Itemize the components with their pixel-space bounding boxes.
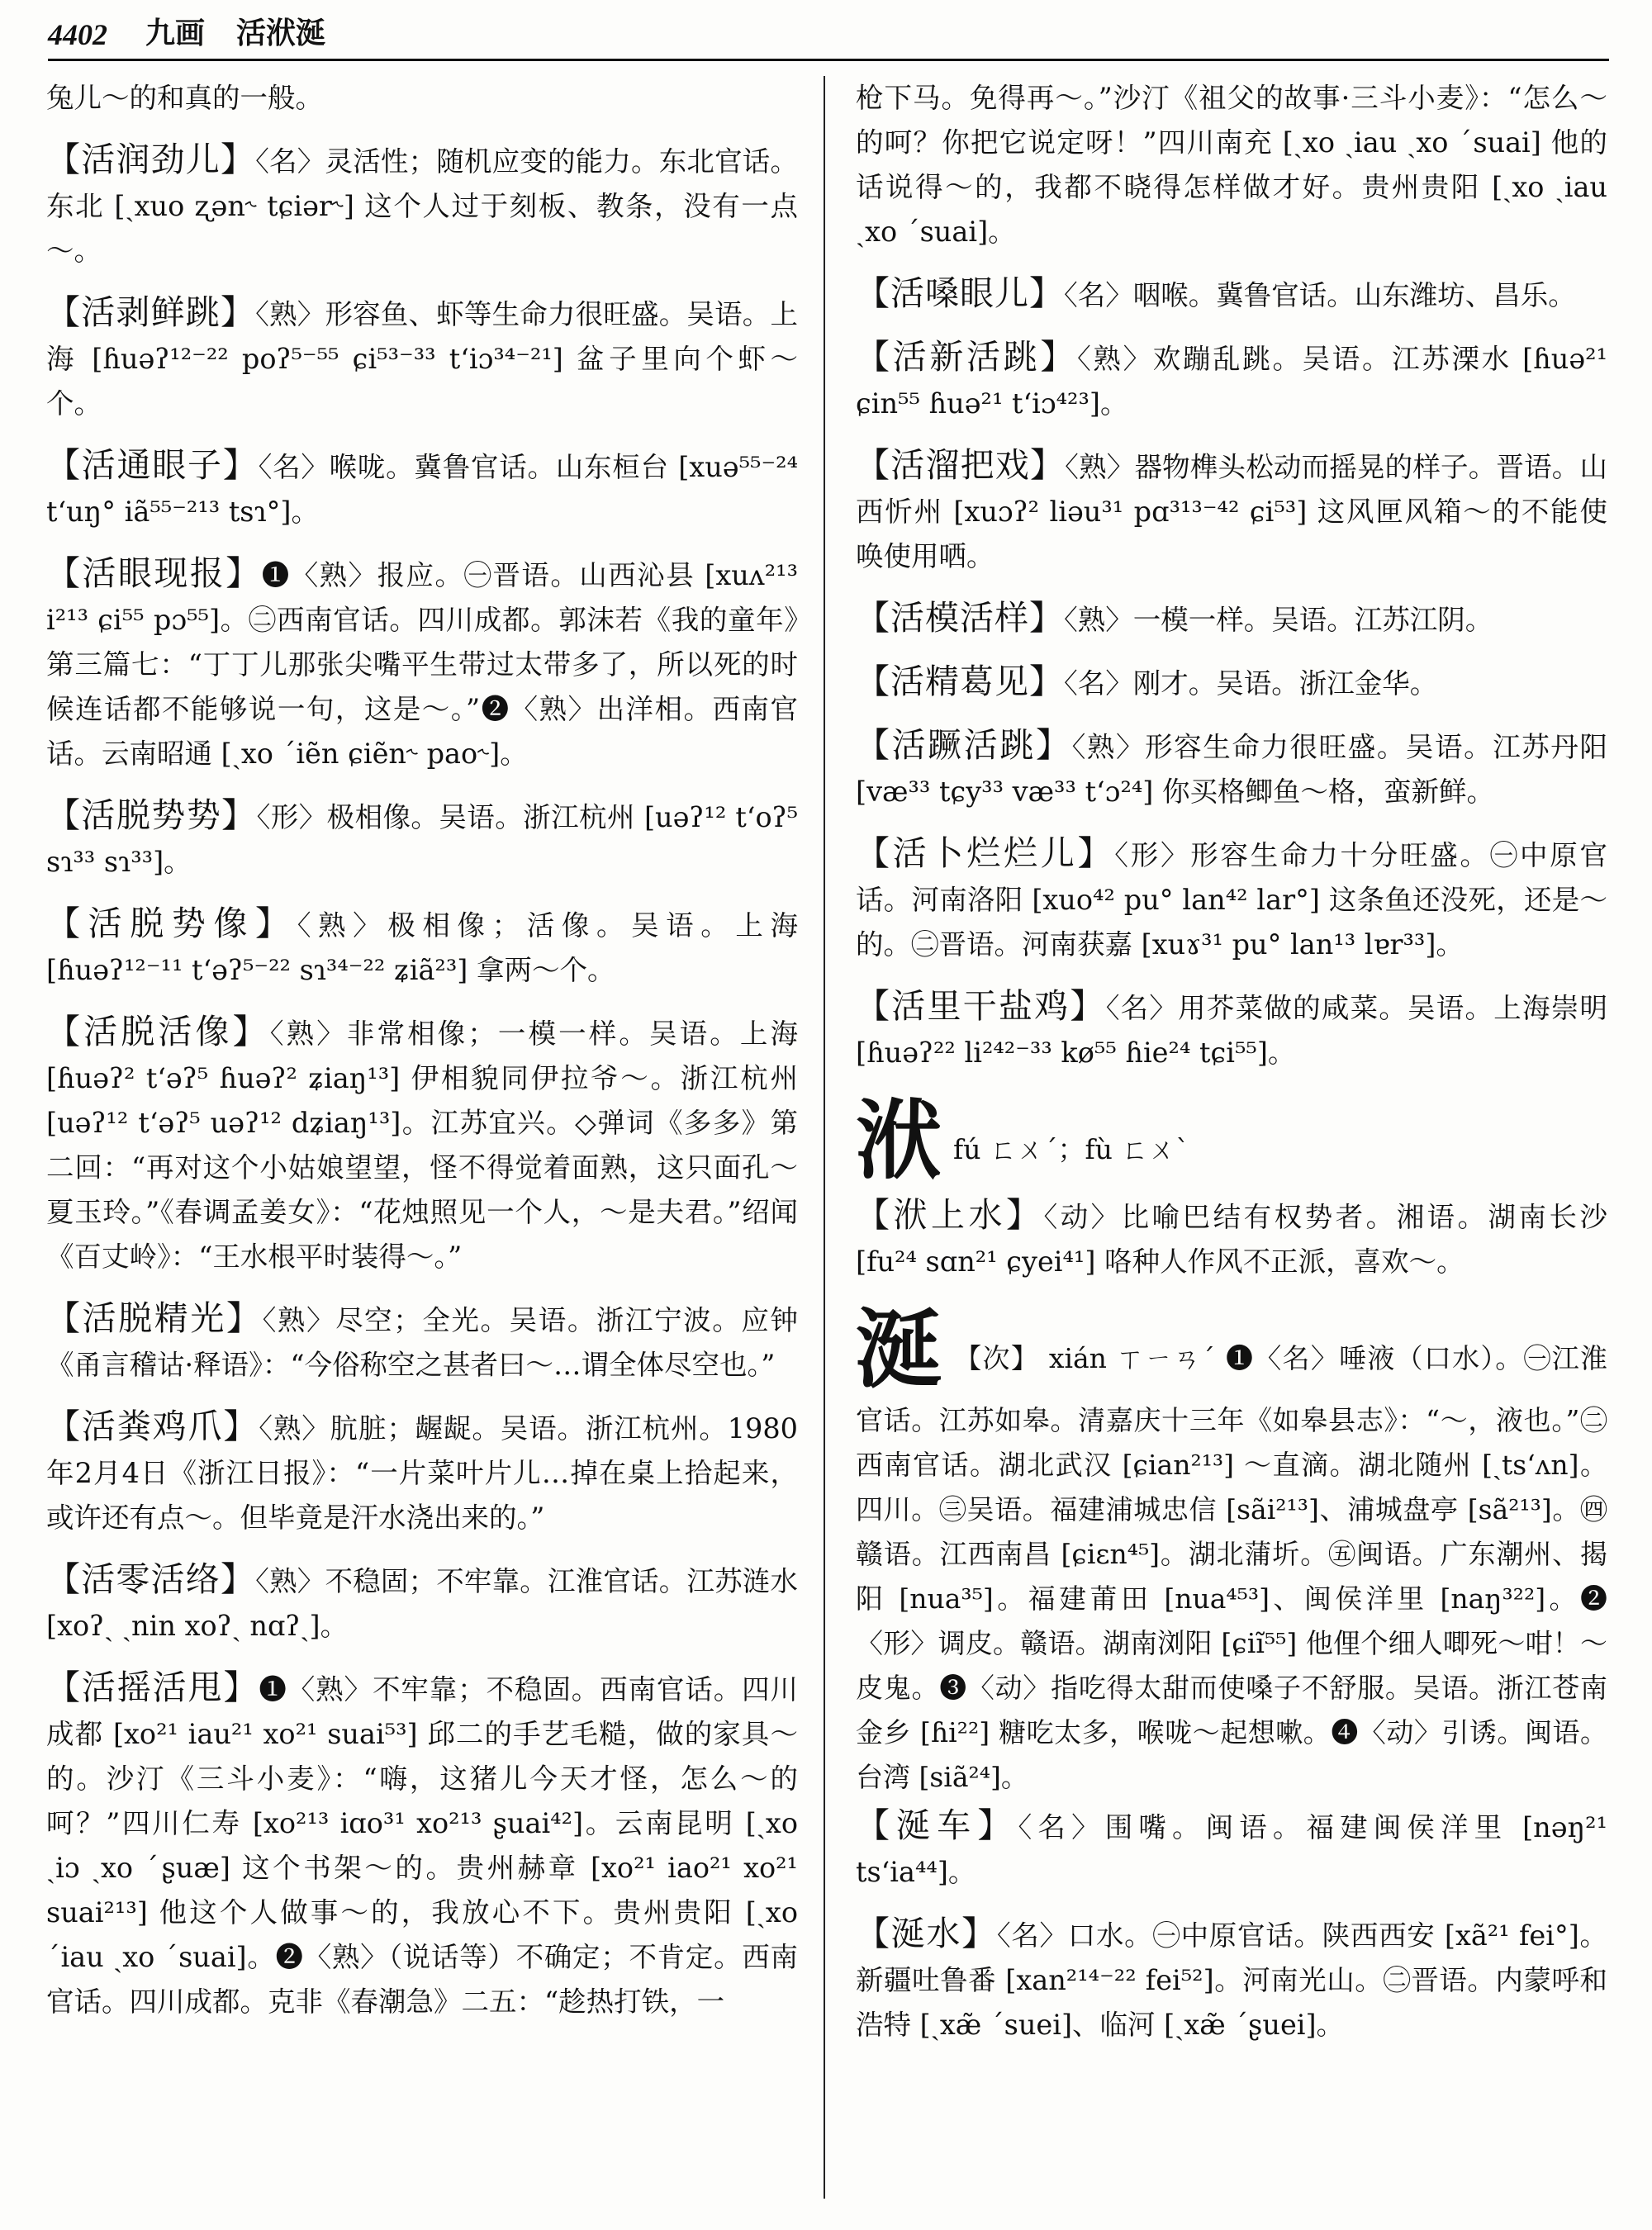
dictionary-entry xyxy=(46,1296,798,1388)
entry-definition: 〈熟〉极相像；活像。吴语。上海 [ɦuəʔ¹²⁻¹¹ tʻəʔ⁵⁻²² sɿ³⁴⁻²² ʑiã²³] 拿两～个。 xyxy=(46,909,799,986)
dictionary-entry xyxy=(856,831,1607,967)
head-character: 洑 xyxy=(856,1089,942,1191)
entry-definition: 〈熟〉一模一样。吴语。江苏江阴。 xyxy=(1064,604,1493,636)
entry-headword: 【活脱势势】 xyxy=(46,795,257,835)
entry-definition: 〈熟〉欢蹦乱跳。吴语。江苏溧水 [ɦuə²¹ ɕin⁵⁵ ɦuə²¹ tʻiɔ⁴²³]。 xyxy=(856,343,1608,420)
entry-definition: 〈名〉咽喉。冀鲁官话。山东潍坊、昌乐。 xyxy=(1064,279,1576,311)
entry-headword: 【活润劲儿】 xyxy=(46,140,256,179)
entry-headword: 【活零活络】 xyxy=(46,1559,256,1599)
page-characters: 活洑涎 xyxy=(236,16,326,50)
entry-definition: 〈名〉喉咙。冀鲁官话。山东桓台 [xuə⁵⁵⁻²⁴ tʻuŋ° iã⁵⁵⁻²¹³ tsɿ°]。 xyxy=(46,451,798,528)
dictionary-entry xyxy=(46,290,798,426)
entry-headword: 【活剥鲜跳】 xyxy=(46,292,256,332)
dictionary-entry xyxy=(856,1193,1607,1284)
page-number: 4402 xyxy=(48,18,107,51)
dictionary-entry xyxy=(46,793,798,885)
entry-headword: 【活粪鸡爪】 xyxy=(46,1407,259,1446)
head-pronunciation: fú ㄈㄨˊ；fù ㄈㄨˋ xyxy=(953,1133,1189,1165)
entry-headword: 【活脱精光】 xyxy=(46,1298,263,1338)
dictionary-entry xyxy=(46,551,798,776)
dictionary-entry xyxy=(856,271,1607,318)
entry-headword: 【涎水】 xyxy=(856,1914,997,1953)
entry-definition: 〈熟〉不稳固；不牢靠。江淮官话。江苏涟水 [xoʔˎ ˏnin xoʔˎ nɑʔˎ]。 xyxy=(46,1565,798,1642)
entry-headword: 【活眼现报】 xyxy=(46,553,262,593)
entry-headword: 【洑上水】 xyxy=(856,1195,1044,1235)
entry-headword: 【活通眼子】 xyxy=(46,445,259,485)
column-divider xyxy=(824,76,825,2199)
dictionary-entry xyxy=(856,984,1607,1075)
head-pronunciation: 【次】 xián ㄒㄧㄢˊ ❶〈名〉唾液（口水）。㊀江淮官话。江苏如皋。清嘉庆十三年《如皋县志》：“～，液也。”㊁西南官话。湖北武汉 [ɕian²¹³] ～直滴。湖北随州 [ˏtsʻʌn]。四川。㊂吴语。福建浦城忠信 [sãi²¹³]、浦城盘亭 [sã²¹³]。㊃赣语。江西南昌 [ɕiɛn⁴⁵]。湖北蒲圻。㊄闽语。广东潮州、揭阳 [nua³⁵]。福建莆田 [nua⁴⁵³]、闽侯洋里 [naŋ³²²]。❷〈形〉调皮。赣语。湖南浏阳 [ɕiĩ⁵⁵] 他俚个细人唧死～咁！～皮鬼。❸〈动〉指吃得太甜而使嗓子不舒服。吴语。浙江苍南金乡 [ɦi²²] 糖吃太多，喉咙～起想嗽。❹〈动〉引诱。闽语。台湾 [siã²⁴]。 xyxy=(856,1342,1607,1793)
entry-definition: 〈熟〉形容鱼、虾等生命力很旺盛。吴语。上海 [ɦuəʔ¹²⁻²² poʔ⁵⁻⁵⁵ ɕi⁵³⁻³³ tʻiɔ³⁴⁻²¹] 盆子里向个虾～个。 xyxy=(46,298,798,420)
entry-headword: 【活摇活甩】 xyxy=(46,1668,259,1707)
entry-headword: 【活嗓眼儿】 xyxy=(856,273,1064,313)
entry-definition: ❶〈熟〉报应。㊀晋语。山西沁县 [xuʌ²¹³ i²¹³ ɕi⁵⁵ pɔ⁵⁵]。㊁西南官话。四川成都。郭沫若《我的童年》第三篇七：“丁丁儿那张尖嘴平生带过太带多了，所以死的时候连话都不能够说一句，这是～。”❷〈熟〉出洋相。西南官话。云南昭通 [ˏxo ˊiẽn ɕiẽn˞ pao˞]。 xyxy=(46,559,799,770)
entry-definition: 〈形〉形容生命力十分旺盛。㊀中原官话。河南洛阳 [xuo⁴² pu° lan⁴² lar°] 这条鱼还没死，还是～的。㊁晋语。河南获嘉 [xuɤ³¹ pu° lan¹³ lɐr³³]。 xyxy=(856,839,1607,961)
character-heading xyxy=(856,1298,1607,1800)
entry-definition: 〈名〉围嘴。闽语。福建闽侯洋里 [nəŋ²¹ tsʻia⁴⁴]。 xyxy=(856,1811,1607,1888)
entry-definition: 〈名〉灵活性；随机应变的能力。东北官话。东北 [ˏxuo ʐən˞ tɕiər˞] 这个人过于刻板、教条，没有一点～。 xyxy=(46,145,798,267)
dictionary-entry xyxy=(46,1404,798,1540)
dictionary-entry xyxy=(46,1665,798,2024)
character-heading xyxy=(856,1089,1607,1191)
entry-definition: 〈形〉极相像。吴语。浙江杭州 [uəʔ¹² tʻoʔ⁵ sɿ³³ sɿ³³]。 xyxy=(46,801,798,878)
dictionary-entry xyxy=(856,443,1607,579)
entry-definition: 〈动〉比喻巴结有权势者。湘语。湖南长沙 [fu²⁴ sɑn²¹ ɕyei⁴¹] 咯种人作风不正派，喜欢～。 xyxy=(856,1201,1608,1278)
entry-definition: 〈熟〉尽空；全光。吴语。浙江宁波。应钟《甬言稽诂·释语》：“今俗称空之甚者曰～…谓全体尽空也。” xyxy=(46,1304,798,1381)
dictionary-entry xyxy=(856,334,1607,426)
entry-headword: 【活脱活像】 xyxy=(46,1012,270,1051)
dictionary-entry xyxy=(856,659,1607,706)
dictionary-entry xyxy=(856,1803,1607,1895)
entry-headword: 【活溜把戏】 xyxy=(856,445,1066,485)
continued-text: 枪下马。免得再～。”沙汀《祖父的故事·三斗小麦》：“怎么～的呵？你把它说定呀！”四川南充 [ˏxo ˏiau ˏxo ˊsuai] 他的话说得～的，我都不晓得怎样做才好。贵州贵阳 [ˏxo ˏiau ˏxo ˊsuai]。 xyxy=(856,82,1607,248)
right-column xyxy=(856,76,1607,2064)
entry-headword: 【活新活跳】 xyxy=(856,337,1078,377)
entry-definition: 〈熟〉非常相像；一模一样。吴语。上海 [ɦuəʔ² tʻəʔ⁵ ɦuəʔ² ʑiaŋ¹³] 伊相貌同伊拉爷～。浙江杭州 [uəʔ¹² tʻəʔ⁵ uəʔ¹² dʑiaŋ¹³]。江苏宜兴。◇弹词《多多》第二回：“再对这个小姑娘望望，怪不得觉着面熟，这只面孔～夏玉玲。”《春调孟姜女》：“花烛照见一个人，～是夫君。”绍闻《百丈岭》：“王水根平时装得～。” xyxy=(46,1018,799,1273)
dictionary-entry xyxy=(856,723,1607,814)
entry-definition: 〈熟〉形容生命力很旺盛。吴语。江苏丹阳 [væ³³ tɕy³³ væ³³ tʻɔ²⁴] 你买格鲫鱼～格，蛮新鲜。 xyxy=(856,731,1607,808)
continued-text: 兔儿～的和真的一般。 xyxy=(46,82,323,114)
dictionary-entry xyxy=(46,443,798,534)
entry-definition: 〈名〉刚才。吴语。浙江金华。 xyxy=(1064,667,1438,700)
dictionary-entry xyxy=(856,595,1607,643)
entry-definition: 〈名〉用芥菜做的咸菜。吴语。上海崇明 [ɦuəʔ²² li²⁴²⁻³³ kø⁵⁵ ɦie²⁴ tɕi⁵⁵]。 xyxy=(856,992,1608,1069)
dictionary-entry xyxy=(856,1911,1607,2047)
dictionary-entry xyxy=(46,137,798,273)
entry-headword: 【活模活样】 xyxy=(856,598,1064,638)
head-character: 涎 xyxy=(856,1298,942,1400)
entry-headword: 【活精葛见】 xyxy=(856,662,1064,701)
entry-definition: 〈熟〉肮脏；龌龊。吴语。浙江杭州。1980年2月4日《浙江日报》：“一片菜叶片儿…掉在桌上拾起来，或许还有点～。但毕竟是汗水浇出来的。” xyxy=(46,1412,798,1534)
dictionary-entry xyxy=(46,1009,798,1279)
entry-headword: 【活蹶活跳】 xyxy=(856,725,1072,765)
entry-headword: 【涎车】 xyxy=(856,1805,1018,1845)
left-column xyxy=(46,76,798,2041)
dictionary-entry xyxy=(46,901,798,993)
entry-definition: 〈熟〉器物榫头松动而摇晃的样子。晋语。山西忻州 [xuɔʔ² liəu³¹ pɑ³¹³⁻⁴² ɕi⁵³] 这风匣风箱～的不能使唤使用哂。 xyxy=(856,451,1607,572)
entry-headword: 【活卜烂烂儿】 xyxy=(856,833,1115,873)
entry-definition: ❶〈熟〉不牢靠；不稳固。西南官话。四川成都 [xo²¹ iau²¹ xo²¹ suai⁵³] 邱二的手艺毛糙，做的家具～的。沙汀《三斗小麦》：“嗨，这猪儿今天才怪，怎么～的呵？”四川仁寿 [xo²¹³ iɑo³¹ xo²¹³ ʂuai⁴²]。云南昆明 [ˏxo ˏiɔ ˏxo ˊʂuæ] 这个书架～的。贵州赫章 [xo²¹ iao²¹ xo²¹ suai²¹³] 他这个人做事～的，我放心不下。贵州贵阳 [ˏxo ˊiau ˏxo ˊsuai]。❷〈熟〉（说话等）不确定；不肯定。西南官话。四川成都。克非《春潮急》二五：“趁热打铁，一 xyxy=(46,1673,798,2018)
entry-headword: 【活脱势像】 xyxy=(46,904,297,943)
entry-definition: 〈名〉口水。㊀中原官话。陕西西安 [xã²¹ fei°]。新疆吐鲁番 [xan²¹⁴⁻²² fei⁵²]。河南光山。㊁晋语。内蒙呼和浩特 [ˏxæ̃ ˊsuei]、临河 [ˏxæ̃ ˊʂuei]。 xyxy=(856,1919,1607,2041)
page-header xyxy=(48,15,1609,61)
page-section: 九画 xyxy=(145,16,206,50)
entry-headword: 【活里干盐鸡】 xyxy=(856,986,1106,1026)
dictionary-entry xyxy=(46,1557,798,1649)
